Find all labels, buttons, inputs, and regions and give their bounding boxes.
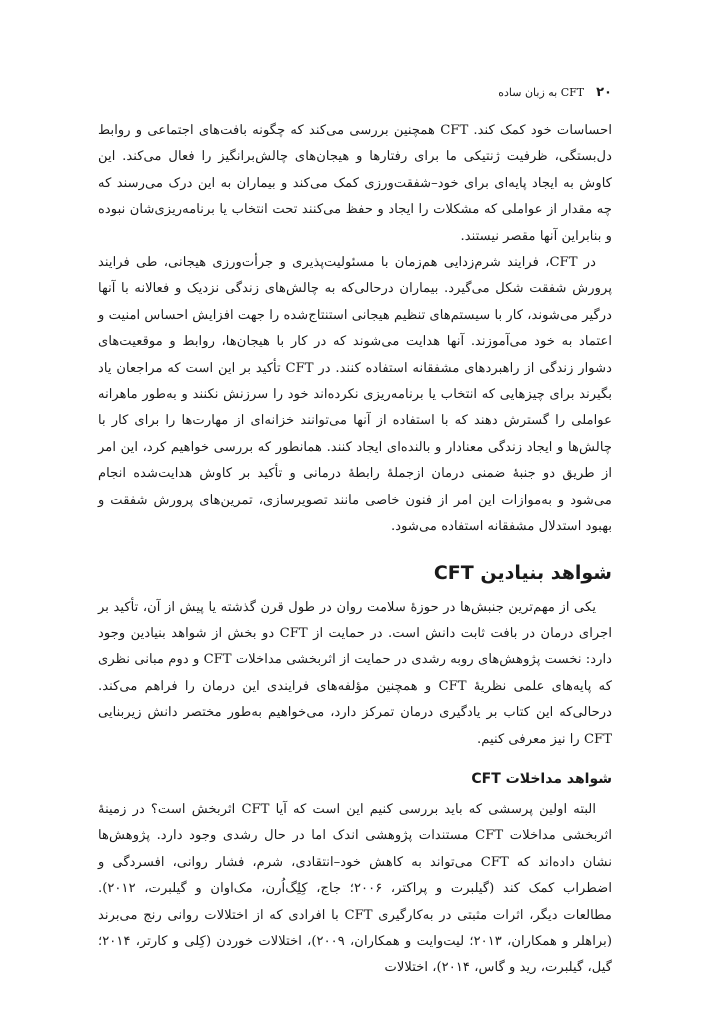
running-header-title: CFT به زبان ساده: [498, 85, 585, 99]
subsection-heading: شواهد مداخلات CFT: [471, 770, 612, 787]
paragraph-2: در CFT، فرایند شرم‌زدایی هم‌زمان با مسئولیت‌پذیری و جرأت‌ورزی هیجانی، طی فرایند پرورش شفقت شکل می‌گیرد. بیماران درحالی‌که به چالش‌های زندگی نزدیک و فعالانه با آنها درگیر می‌شوند، کار با سیستم‌های تنظیم هیجانی استنتاج‌شده را جهت افزایش احساس امنیت و اعتماد به خود می‌آموزند. آنها هدایت می‌شوند که در کار با هیجان‌ها، روابط و موقعیت‌های دشوار زندگی از راهبردهای مشفقانه استفاده کنند. در CFT تأکید بر این است که مراجعان یاد بگیرند برای چیزهایی که انتخاب یا برنامه‌ریزی نکرده‌اند خود را سرزنش نکنند و به‌طور ماهرانه عواملی را گسترش دهند که با استفاده از آنها می‌توانند خزانه‌ای از مهارت‌ها را برای کار با چالش‌ها و ایجاد زندگی معنادار و بالنده‌ای ایجاد کنند. همانطور که بررسی خواهیم کرد، این امر از طریق دو جنبهٔ ضمنی درمان ازجملهٔ رابطهٔ درمانی و تأکید بر کاوش هدایت‌شده انجام می‌شود و به‌موازات این امر از فنون خاصی مانند تصویرسازی، تمرین‌های پرورش شفقت و بهبود استدلال مشفقانه استفاده می‌شود.: [98, 255, 612, 535]
section-heading: شواهد بنیادین CFT: [433, 561, 612, 584]
running-header: [98, 83, 612, 101]
paragraph-1: احساسات خود کمک کند. CFT همچنین بررسی می‌کند که چگونه بافت‌های اجتماعی و روابط دل‌بستگی، ظرفیت ژنتیکی ما برای رفتارها و هیجان‌های چالش‌برانگیز را فعال می‌کند. این کاوش به ایجاد پایه‌ای برای خود–شفقت‌ورزی کمک می‌کند و بیماران به این درک می‌رسند که چه مقدار از عواملی که مشکلات را ایجاد و حفظ می‌کنند تحت انتخاب یا برنامه‌ریزی‌شان نبوده و بنابراین آنها مقصر نیستند.: [98, 123, 612, 244]
page-number: ۲۰: [596, 84, 612, 100]
paragraph-3: یکی از مهم‌ترین جنبش‌ها در حوزهٔ سلامت روان در طول قرن گذشته یا پیش از آن، تأکید بر اجرای درمان در بافت ثابت دانش است. در حمایت از CFT دو بخش از شواهد بنیادین وجود دارد: نخست پژوهش‌های روبه رشدی در حمایت از اثربخشی مداخلات CFT و دوم مبانی نظری که پایه‌های علمی نظریهٔ CFT و همچنین مؤلفه‌های فرایندی این درمان را فراهم می‌کند. درحالی‌که این کتاب بر یادگیری درمان تمرکز دارد، می‌خواهیم به‌طور مختصر دانش زیربنایی CFT را نیز معرفی کنیم.: [98, 599, 612, 747]
paragraph-4: البته اولین پرسشی که باید بررسی کنیم این است که آیا CFT اثربخش است؟ در زمینهٔ اثربخشی مداخلات CFT مستندات پژوهشی اندک اما در حال رشدی وجود دارد. پژوهش‌ها نشان داده‌اند که CFT می‌تواند به کاهش خود–انتقادی، شرم، فشار روانی، افسردگی و اضطراب کمک کند (گیلبرت و پراکتر، ۲۰۰۶؛ جاج، کِلِگ‌اُرن، مک‌اوان و گیلبرت، ۲۰۱۲). مطالعات دیگر، اثرات مثبتی در به‌کارگیری CFT با افرادی که از اختلالات روانی رنج می‌برند (براهلر و همکاران، ۲۰۱۳؛ لیت‌وایت و همکاران، ۲۰۰۹)، اختلالات خوردن (کِلی و کارتر، ۲۰۱۴؛ گیل، گیلبرت، رید و گاس، ۲۰۱۴)، اختلالات: [98, 801, 613, 976]
body-text: [98, 118, 612, 982]
